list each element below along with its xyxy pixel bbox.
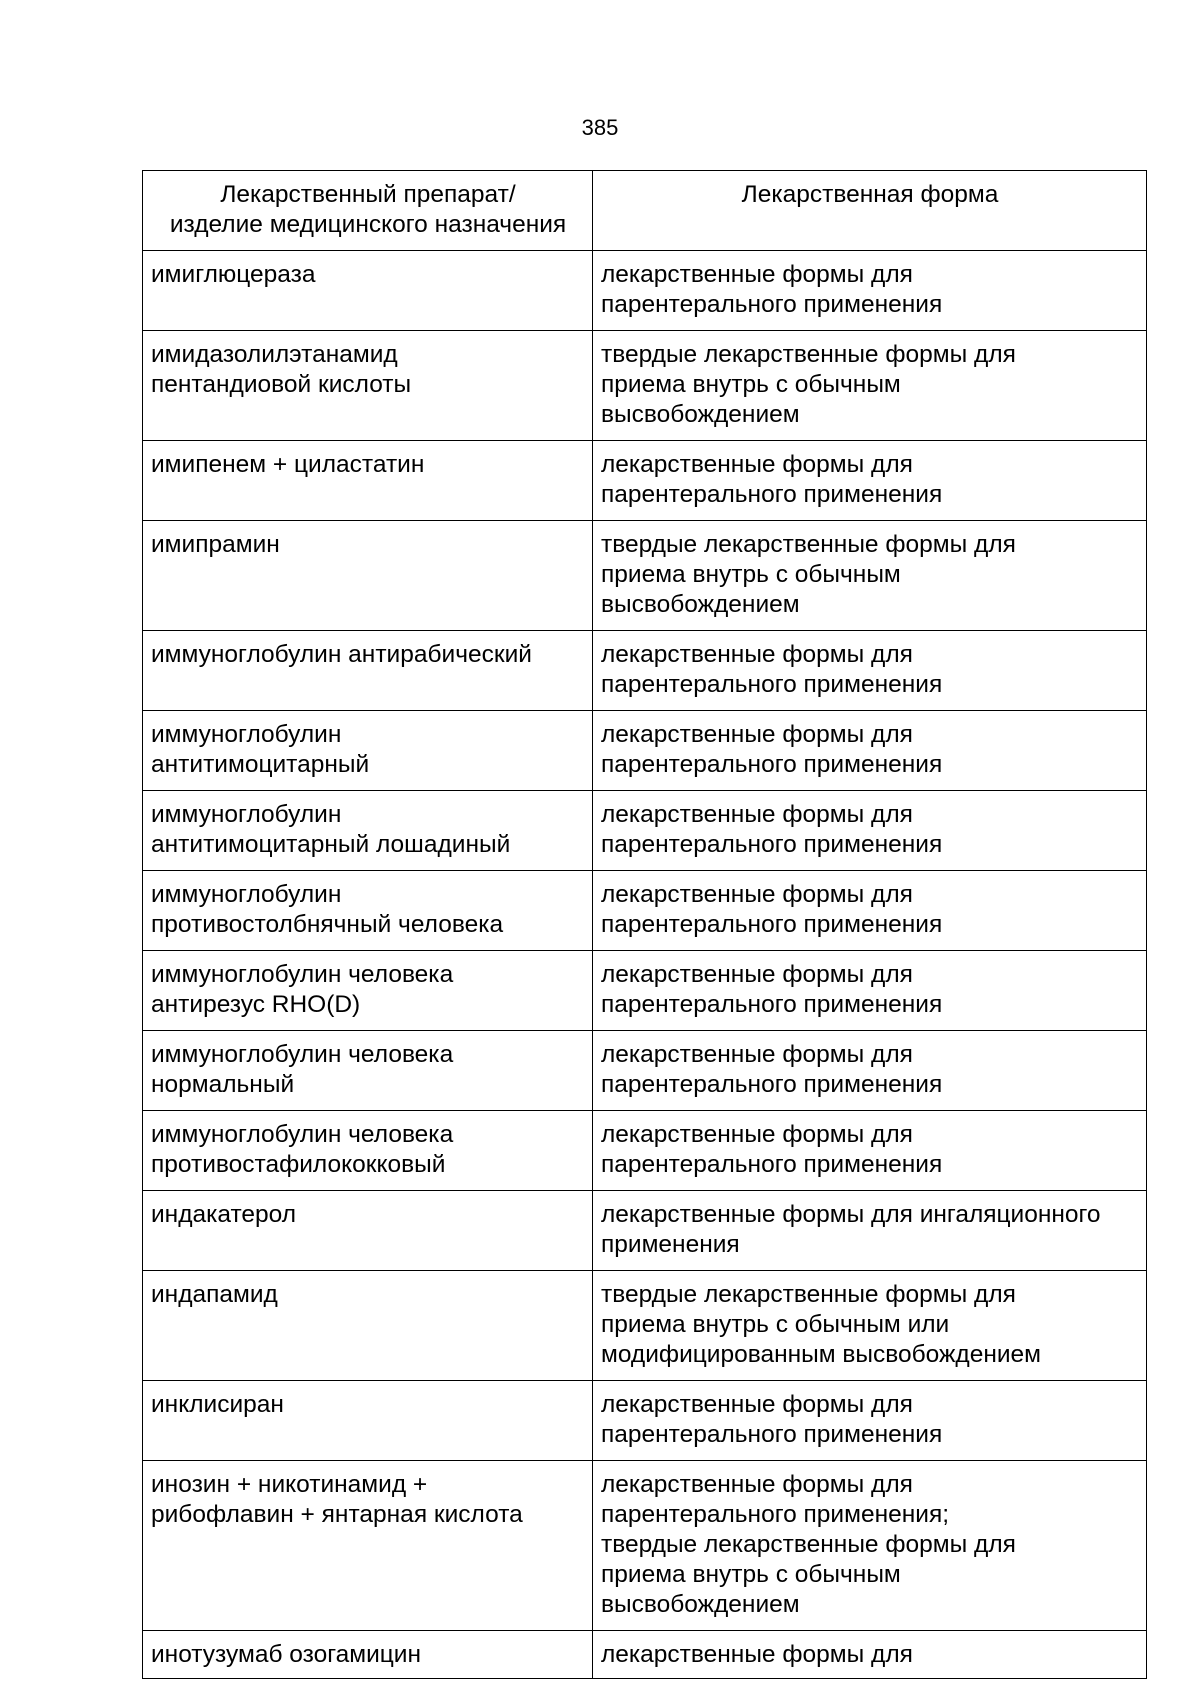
form-cell bbox=[593, 791, 1147, 871]
form-cell bbox=[593, 441, 1147, 521]
table-row bbox=[143, 1631, 1147, 1679]
header-dosage-form bbox=[593, 171, 1147, 251]
form-cell bbox=[593, 1271, 1147, 1381]
dosage-form: лекарственные формы для парентерального применения bbox=[601, 881, 943, 938]
drug-name: имиглюцераза bbox=[151, 261, 316, 288]
form-cell bbox=[593, 1631, 1147, 1679]
table-row bbox=[143, 521, 1147, 631]
drug-name: инклисиран bbox=[151, 1391, 284, 1418]
table-row bbox=[143, 711, 1147, 791]
drug-name: иммуноглобулин человека антирезус RHO(D) bbox=[151, 961, 454, 1018]
drug-cell bbox=[143, 1461, 593, 1631]
table-row bbox=[143, 951, 1147, 1031]
dosage-form: лекарственные формы для парентерального применения bbox=[601, 721, 943, 778]
drug-cell bbox=[143, 791, 593, 871]
drug-cell bbox=[143, 871, 593, 951]
dosage-form: твердые лекарственные формы для приема внутрь с обычным высвобождением bbox=[601, 341, 1016, 428]
table-row bbox=[143, 1381, 1147, 1461]
form-cell bbox=[593, 951, 1147, 1031]
dosage-form: лекарственные формы для парентерального применения bbox=[601, 961, 943, 1018]
page-number: 385 bbox=[581, 115, 619, 140]
drug-name: инозин + никотинамид + рибофлавин + янтарная кислота bbox=[151, 1471, 523, 1528]
dosage-form: лекарственные формы для парентерального применения; твердые лекарственные формы для приема внутрь с обычным высвобождением bbox=[601, 1471, 1016, 1618]
dosage-form: лекарственные формы для парентерального применения bbox=[601, 261, 943, 318]
drug-cell bbox=[143, 251, 593, 331]
dosage-form: лекарственные формы для парентерального применения bbox=[601, 1041, 943, 1098]
drug-name: иммуноглобулин противостолбнячный человека bbox=[151, 881, 504, 938]
drug-name: имипенем + циластатин bbox=[151, 451, 425, 478]
drug-name: инотузумаб озогамицин bbox=[151, 1641, 422, 1668]
form-cell bbox=[593, 1191, 1147, 1271]
drug-cell bbox=[143, 521, 593, 631]
table-row bbox=[143, 441, 1147, 521]
table-row bbox=[143, 871, 1147, 951]
form-cell bbox=[593, 711, 1147, 791]
drug-cell bbox=[143, 1381, 593, 1461]
table-row bbox=[143, 331, 1147, 441]
drug-name: иммуноглобулин антитимоцитарный bbox=[151, 721, 370, 778]
drug-cell bbox=[143, 1031, 593, 1111]
drug-table bbox=[142, 170, 1147, 1679]
drug-cell bbox=[143, 1631, 593, 1679]
drug-cell bbox=[143, 631, 593, 711]
table-row bbox=[143, 1461, 1147, 1631]
header-drug-label: Лекарственный препарат/ изделие медицинского назначения bbox=[169, 181, 567, 238]
dosage-form: лекарственные формы для ингаляционного применения bbox=[601, 1201, 1101, 1258]
drug-name: иммуноглобулин человека противостафилококковый bbox=[151, 1121, 454, 1178]
drug-cell bbox=[143, 1111, 593, 1191]
dosage-form: твердые лекарственные формы для приема внутрь с обычным высвобождением bbox=[601, 531, 1016, 618]
drug-cell bbox=[143, 331, 593, 441]
table-row bbox=[143, 631, 1147, 711]
header-dosage-form-label: Лекарственная форма bbox=[741, 181, 999, 208]
table-row bbox=[143, 791, 1147, 871]
dosage-form: лекарственные формы для парентерального применения bbox=[601, 801, 943, 858]
dosage-form: лекарственные формы для парентерального применения bbox=[601, 1121, 943, 1178]
dosage-form: лекарственные формы для bbox=[601, 1641, 913, 1668]
drug-name: имидазолилэтанамид пентандиовой кислоты bbox=[151, 341, 412, 398]
form-cell bbox=[593, 251, 1147, 331]
form-cell bbox=[593, 1111, 1147, 1191]
drug-name: имипрамин bbox=[151, 531, 280, 558]
table-header-row bbox=[143, 171, 1147, 251]
drug-cell bbox=[143, 1271, 593, 1381]
drug-cell bbox=[143, 1191, 593, 1271]
drug-cell bbox=[143, 441, 593, 521]
form-cell bbox=[593, 871, 1147, 951]
table-row bbox=[143, 1111, 1147, 1191]
form-cell bbox=[593, 521, 1147, 631]
form-cell bbox=[593, 631, 1147, 711]
header-drug bbox=[143, 171, 593, 251]
dosage-form: твердые лекарственные формы для приема внутрь с обычным или модифицированным высвобождением bbox=[601, 1281, 1042, 1368]
dosage-form: лекарственные формы для парентерального применения bbox=[601, 451, 943, 508]
drug-name: иммуноглобулин человека нормальный bbox=[151, 1041, 454, 1098]
drug-name: индакатерол bbox=[151, 1201, 297, 1228]
table-row bbox=[143, 1031, 1147, 1111]
drug-name: иммуноглобулин антирабический bbox=[151, 641, 532, 668]
form-cell bbox=[593, 331, 1147, 441]
table-row bbox=[143, 1191, 1147, 1271]
drug-name: иммуноглобулин антитимоцитарный лошадиный bbox=[151, 801, 511, 858]
drug-cell bbox=[143, 711, 593, 791]
drug-name: индапамид bbox=[151, 1281, 278, 1308]
table-row bbox=[143, 251, 1147, 331]
dosage-form: лекарственные формы для парентерального применения bbox=[601, 1391, 943, 1448]
form-cell bbox=[593, 1381, 1147, 1461]
drug-cell bbox=[143, 951, 593, 1031]
table-row bbox=[143, 1271, 1147, 1381]
form-cell bbox=[593, 1031, 1147, 1111]
dosage-form: лекарственные формы для парентерального применения bbox=[601, 641, 943, 698]
form-cell bbox=[593, 1461, 1147, 1631]
